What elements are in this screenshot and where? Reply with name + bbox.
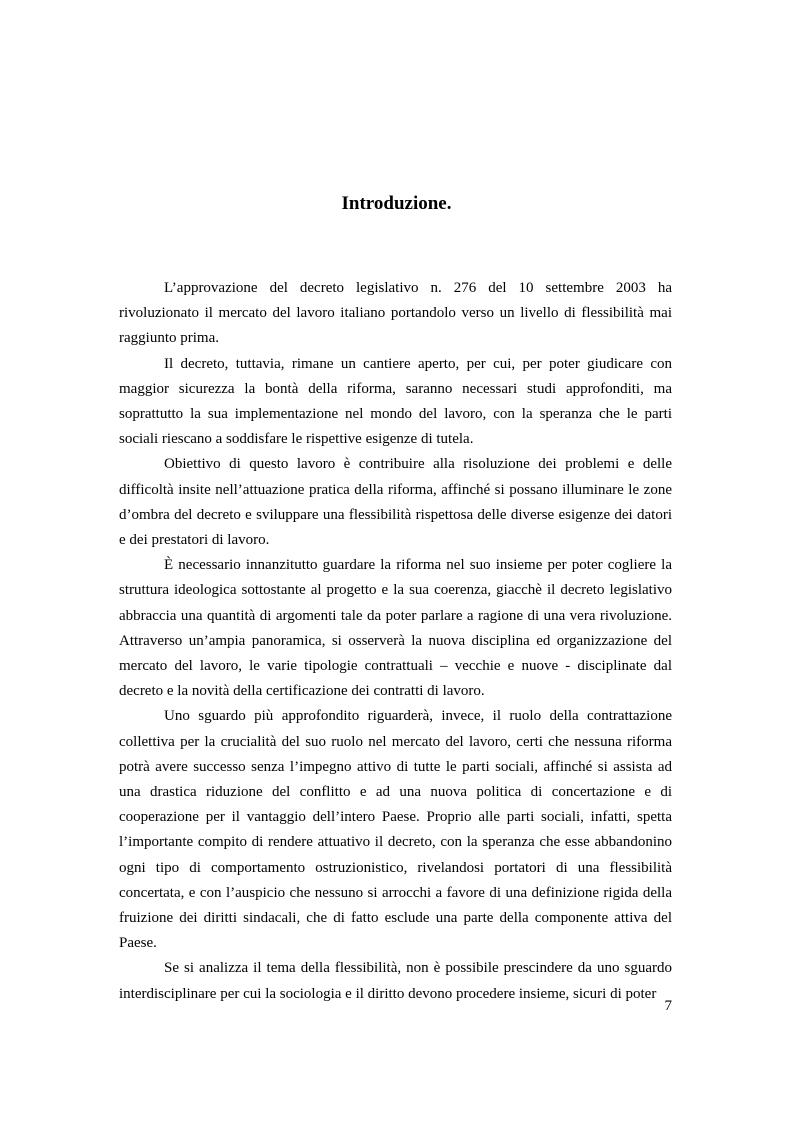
page-title: Introduzione. (341, 193, 452, 214)
paragraph-5: Uno sguardo più approfondito riguarderà, invece, il ruolo della contrattazione collettiva per la crucialità del suo ruolo nel mercato del lavoro, certi che nessuna riforma potrà avere successo senza l’impegno attivo di tutte le parti sociali, affinché si assista ad una drastica riduzione del conflitto e ad una nuova politica di concertazione e di cooperazione per il vantaggio dell’intero Paese. Proprio alle parti sociali, infatti, spetta l’importante compito di rendere attuativo il decreto, con la speranza che esse abbandonino ogni tipo di comportamento ostruzionistico, rivelandosi portatori di una flessibilità concertata, e con l’auspicio che nessuno si arrocchi a favore di una definizione rigida della fruizione dei diritti sindacali, che di fatto esclude una parte della componente attiva del Paese. (119, 708, 672, 952)
page-number: 7 (664, 998, 672, 1014)
paragraph-1: L’approvazione del decreto legislativo n. 276 del 10 settembre 2003 ha rivoluzionato il mercato del lavoro italiano portandolo verso un livello di flessibilità mai raggiunto prima. (119, 280, 672, 347)
paragraph-3: Obiettivo di questo lavoro è contribuire alla risoluzione dei problemi e delle difficoltà insite nell’attuazione pratica della riforma, affinché si possano illuminare le zone d’ombra del decreto e sviluppare una flessibilità rispettosa delle diverse esigenze dei datori e dei prestatori di lavoro. (119, 456, 672, 549)
paragraph-2: Il decreto, tuttavia, rimane un cantiere aperto, per cui, per poter giudicare con maggior sicurezza la bontà della riforma, saranno necessari studi approfonditi, ma soprattutto la sua implementazione nel mondo del lavoro, con la speranza che le parti sociali riescano a soddisfare le rispettive esigenze di tutela. (119, 355, 672, 448)
body-text (119, 276, 672, 1007)
paragraph-6: Se si analizza il tema della flessibilità, non è possibile prescindere da uno sguardo interdisciplinare per cui la sociologia e il diritto devono procedere insieme, sicuri di poter (119, 960, 672, 1002)
paragraph-4: È necessario innanzitutto guardare la riforma nel suo insieme per poter cogliere la struttura ideologica sottostante al progetto e la sua coerenza, giacchè il decreto legislativo abbraccia una quantità di argomenti tale da poter parlare a ragione di una vera rivoluzione. Attraverso un’ampia panoramica, si osserverà la nuova disciplina ed organizzazione del mercato del lavoro, le varie tipologie contrattuali – vecchie e nuove - disciplinate dal decreto e la novità della certificazione dei contratti di lavoro. (119, 557, 672, 700)
